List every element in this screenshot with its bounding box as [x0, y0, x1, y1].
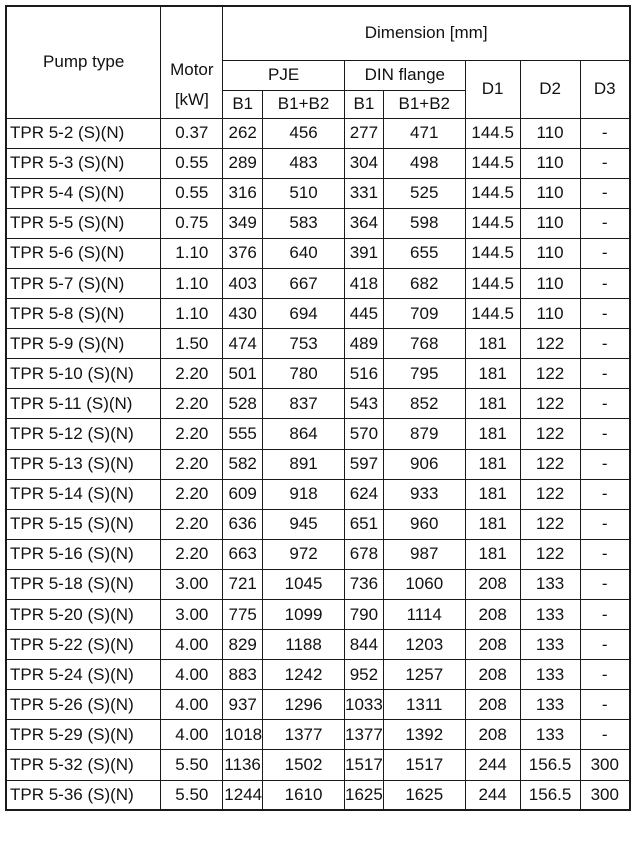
pje-b1b2-cell: 694: [263, 299, 345, 329]
din-b1b2-cell: 906: [383, 449, 465, 479]
table-row: [6, 600, 630, 630]
pump-dimension-table: [5, 5, 631, 811]
pje-b1-cell: 775: [223, 600, 263, 630]
pje-b1-cell: 555: [223, 419, 263, 449]
header-din-b1b2: B1+B2: [383, 90, 465, 118]
din-b1b2-cell: 1625: [383, 780, 465, 810]
table-row: [6, 750, 630, 780]
d2-cell: 133: [520, 569, 580, 599]
d2-cell: 122: [520, 419, 580, 449]
din-b1b2-cell: 1203: [383, 630, 465, 660]
d1-cell: 181: [465, 509, 520, 539]
pump-type-cell: TPR 5-2 (S)(N): [6, 118, 161, 148]
din-b1-cell: 543: [344, 389, 383, 419]
pje-b1-cell: 582: [223, 449, 263, 479]
motor-cell: 5.50: [161, 750, 223, 780]
pje-b1b2-cell: 583: [263, 208, 345, 238]
pje-b1-cell: 528: [223, 389, 263, 419]
motor-cell: 0.55: [161, 178, 223, 208]
pje-b1-cell: 937: [223, 690, 263, 720]
motor-cell: 5.50: [161, 780, 223, 810]
pump-type-cell: TPR 5-12 (S)(N): [6, 419, 161, 449]
din-b1-cell: 304: [344, 148, 383, 178]
table-row: [6, 208, 630, 238]
d3-cell: -: [580, 299, 630, 329]
header-pump-type: Pump type: [6, 6, 161, 118]
din-b1-cell: 418: [344, 268, 383, 298]
d1-cell: 244: [465, 780, 520, 810]
d3-cell: 300: [580, 750, 630, 780]
motor-cell: 1.10: [161, 238, 223, 268]
din-b1b2-cell: 1060: [383, 569, 465, 599]
motor-cell: 2.20: [161, 389, 223, 419]
table-row: [6, 419, 630, 449]
d1-cell: 181: [465, 389, 520, 419]
table-body: [6, 118, 630, 810]
pump-type-cell: TPR 5-24 (S)(N): [6, 660, 161, 690]
din-b1-cell: 736: [344, 569, 383, 599]
header-pje-b1b2: B1+B2: [263, 90, 345, 118]
d1-cell: 208: [465, 600, 520, 630]
pje-b1b2-cell: 483: [263, 148, 345, 178]
d3-cell: -: [580, 449, 630, 479]
din-b1-cell: 952: [344, 660, 383, 690]
din-b1-cell: 489: [344, 329, 383, 359]
d2-cell: 122: [520, 359, 580, 389]
d3-cell: -: [580, 118, 630, 148]
d1-cell: 181: [465, 539, 520, 569]
d3-cell: -: [580, 359, 630, 389]
pje-b1-cell: 289: [223, 148, 263, 178]
pump-type-cell: TPR 5-22 (S)(N): [6, 630, 161, 660]
table-row: [6, 569, 630, 599]
table-row: [6, 630, 630, 660]
pje-b1b2-cell: 918: [263, 479, 345, 509]
header-d2: D2: [520, 60, 580, 118]
table-row: [6, 268, 630, 298]
pje-b1b2-cell: 891: [263, 449, 345, 479]
pje-b1-cell: 316: [223, 178, 263, 208]
d1-cell: 208: [465, 690, 520, 720]
din-b1-cell: 277: [344, 118, 383, 148]
motor-cell: 0.55: [161, 148, 223, 178]
d1-cell: 144.5: [465, 268, 520, 298]
d1-cell: 144.5: [465, 178, 520, 208]
pump-type-cell: TPR 5-18 (S)(N): [6, 569, 161, 599]
d3-cell: -: [580, 720, 630, 750]
d1-cell: 181: [465, 449, 520, 479]
pje-b1b2-cell: 510: [263, 178, 345, 208]
table-row: [6, 509, 630, 539]
d3-cell: 300: [580, 780, 630, 810]
header-motor: Motor: [161, 6, 223, 90]
din-b1-cell: 844: [344, 630, 383, 660]
din-b1b2-cell: 879: [383, 419, 465, 449]
motor-cell: 2.20: [161, 359, 223, 389]
motor-cell: 4.00: [161, 630, 223, 660]
din-b1b2-cell: 1392: [383, 720, 465, 750]
motor-cell: 2.20: [161, 479, 223, 509]
pje-b1-cell: 501: [223, 359, 263, 389]
table-row: [6, 720, 630, 750]
motor-cell: 2.20: [161, 509, 223, 539]
pje-b1b2-cell: 1502: [263, 750, 345, 780]
pump-type-cell: TPR 5-32 (S)(N): [6, 750, 161, 780]
motor-cell: 0.37: [161, 118, 223, 148]
pump-type-cell: TPR 5-16 (S)(N): [6, 539, 161, 569]
din-b1-cell: 516: [344, 359, 383, 389]
motor-cell: 2.20: [161, 539, 223, 569]
d2-cell: 110: [520, 208, 580, 238]
d1-cell: 208: [465, 630, 520, 660]
din-b1b2-cell: 1517: [383, 750, 465, 780]
pje-b1-cell: 262: [223, 118, 263, 148]
d3-cell: -: [580, 479, 630, 509]
d3-cell: -: [580, 660, 630, 690]
motor-cell: 2.20: [161, 449, 223, 479]
din-b1b2-cell: 1311: [383, 690, 465, 720]
table-row: [6, 780, 630, 810]
table-row: [6, 660, 630, 690]
pump-type-cell: TPR 5-14 (S)(N): [6, 479, 161, 509]
din-b1b2-cell: 852: [383, 389, 465, 419]
d3-cell: -: [580, 178, 630, 208]
pje-b1-cell: 1244: [223, 780, 263, 810]
d3-cell: -: [580, 509, 630, 539]
pje-b1b2-cell: 1377: [263, 720, 345, 750]
motor-cell: 4.00: [161, 690, 223, 720]
motor-cell: 0.75: [161, 208, 223, 238]
pje-b1b2-cell: 1099: [263, 600, 345, 630]
d3-cell: -: [580, 630, 630, 660]
pje-b1b2-cell: 1242: [263, 660, 345, 690]
d2-cell: 133: [520, 720, 580, 750]
pje-b1b2-cell: 640: [263, 238, 345, 268]
d2-cell: 133: [520, 660, 580, 690]
table-row: [6, 690, 630, 720]
pje-b1b2-cell: 945: [263, 509, 345, 539]
din-b1b2-cell: 960: [383, 509, 465, 539]
din-b1b2-cell: 768: [383, 329, 465, 359]
din-b1b2-cell: 598: [383, 208, 465, 238]
d2-cell: 156.5: [520, 750, 580, 780]
d2-cell: 133: [520, 630, 580, 660]
d3-cell: -: [580, 419, 630, 449]
d3-cell: -: [580, 329, 630, 359]
d3-cell: -: [580, 539, 630, 569]
header-d3: D3: [580, 60, 630, 118]
din-b1b2-cell: 1114: [383, 600, 465, 630]
header-d1: D1: [465, 60, 520, 118]
d1-cell: 144.5: [465, 118, 520, 148]
d2-cell: 156.5: [520, 780, 580, 810]
d1-cell: 181: [465, 479, 520, 509]
pump-type-cell: TPR 5-36 (S)(N): [6, 780, 161, 810]
d1-cell: 208: [465, 569, 520, 599]
din-b1-cell: 445: [344, 299, 383, 329]
din-b1-cell: 651: [344, 509, 383, 539]
d1-cell: 144.5: [465, 208, 520, 238]
pump-type-cell: TPR 5-15 (S)(N): [6, 509, 161, 539]
d2-cell: 133: [520, 690, 580, 720]
table-row: [6, 148, 630, 178]
table-row: [6, 299, 630, 329]
d3-cell: -: [580, 690, 630, 720]
d3-cell: -: [580, 148, 630, 178]
pump-type-cell: TPR 5-6 (S)(N): [6, 238, 161, 268]
din-b1b2-cell: 498: [383, 148, 465, 178]
din-b1-cell: 1517: [344, 750, 383, 780]
d2-cell: 122: [520, 389, 580, 419]
d3-cell: -: [580, 600, 630, 630]
pje-b1-cell: 376: [223, 238, 263, 268]
d1-cell: 208: [465, 660, 520, 690]
table-row: [6, 539, 630, 569]
pje-b1-cell: 349: [223, 208, 263, 238]
pump-type-cell: TPR 5-20 (S)(N): [6, 600, 161, 630]
din-b1b2-cell: 709: [383, 299, 465, 329]
table-row: [6, 359, 630, 389]
pje-b1-cell: 829: [223, 630, 263, 660]
din-b1b2-cell: 655: [383, 238, 465, 268]
pump-type-cell: TPR 5-3 (S)(N): [6, 148, 161, 178]
pje-b1-cell: 663: [223, 539, 263, 569]
din-b1b2-cell: 795: [383, 359, 465, 389]
pump-type-cell: TPR 5-26 (S)(N): [6, 690, 161, 720]
pje-b1-cell: 1136: [223, 750, 263, 780]
motor-cell: 2.20: [161, 419, 223, 449]
d1-cell: 144.5: [465, 299, 520, 329]
din-b1-cell: 678: [344, 539, 383, 569]
table-row: [6, 178, 630, 208]
table-row: [6, 329, 630, 359]
d2-cell: 110: [520, 238, 580, 268]
d3-cell: -: [580, 238, 630, 268]
d2-cell: 110: [520, 178, 580, 208]
d1-cell: 144.5: [465, 238, 520, 268]
d1-cell: 181: [465, 359, 520, 389]
motor-cell: 4.00: [161, 660, 223, 690]
pump-type-cell: TPR 5-8 (S)(N): [6, 299, 161, 329]
pje-b1b2-cell: 1188: [263, 630, 345, 660]
din-b1-cell: 597: [344, 449, 383, 479]
motor-cell: 4.00: [161, 720, 223, 750]
pump-type-cell: TPR 5-13 (S)(N): [6, 449, 161, 479]
motor-cell: 1.10: [161, 299, 223, 329]
pump-type-cell: TPR 5-4 (S)(N): [6, 178, 161, 208]
pje-b1b2-cell: 972: [263, 539, 345, 569]
d2-cell: 122: [520, 479, 580, 509]
d2-cell: 122: [520, 329, 580, 359]
din-b1b2-cell: 1257: [383, 660, 465, 690]
d2-cell: 122: [520, 539, 580, 569]
table-row: [6, 389, 630, 419]
d1-cell: 144.5: [465, 148, 520, 178]
d1-cell: 208: [465, 720, 520, 750]
d2-cell: 110: [520, 268, 580, 298]
pje-b1b2-cell: 456: [263, 118, 345, 148]
d3-cell: -: [580, 569, 630, 599]
pje-b1b2-cell: 1296: [263, 690, 345, 720]
d1-cell: 244: [465, 750, 520, 780]
d2-cell: 122: [520, 509, 580, 539]
header-motor-unit: [kW]: [161, 90, 223, 118]
pje-b1b2-cell: 837: [263, 389, 345, 419]
table-row: [6, 449, 630, 479]
pump-type-cell: TPR 5-10 (S)(N): [6, 359, 161, 389]
header-din-flange: DIN flange: [344, 60, 465, 90]
pje-b1b2-cell: 780: [263, 359, 345, 389]
d2-cell: 110: [520, 118, 580, 148]
pump-type-cell: TPR 5-5 (S)(N): [6, 208, 161, 238]
d2-cell: 110: [520, 148, 580, 178]
pump-type-cell: TPR 5-9 (S)(N): [6, 329, 161, 359]
pje-b1b2-cell: 1045: [263, 569, 345, 599]
d2-cell: 122: [520, 449, 580, 479]
d1-cell: 181: [465, 329, 520, 359]
header-dimension: Dimension [mm]: [223, 6, 630, 60]
d3-cell: -: [580, 389, 630, 419]
table-header: [6, 6, 630, 118]
pump-type-cell: TPR 5-11 (S)(N): [6, 389, 161, 419]
table-row: [6, 479, 630, 509]
pje-b1-cell: 721: [223, 569, 263, 599]
din-b1-cell: 790: [344, 600, 383, 630]
header-pje-b1: B1: [223, 90, 263, 118]
header-din-b1: B1: [344, 90, 383, 118]
motor-cell: 1.10: [161, 268, 223, 298]
pje-b1b2-cell: 667: [263, 268, 345, 298]
motor-cell: 1.50: [161, 329, 223, 359]
d2-cell: 133: [520, 600, 580, 630]
din-b1b2-cell: 933: [383, 479, 465, 509]
motor-cell: 3.00: [161, 569, 223, 599]
d3-cell: -: [580, 268, 630, 298]
pje-b1-cell: 430: [223, 299, 263, 329]
pje-b1b2-cell: 1610: [263, 780, 345, 810]
d3-cell: -: [580, 208, 630, 238]
din-b1-cell: 624: [344, 479, 383, 509]
din-b1b2-cell: 987: [383, 539, 465, 569]
pump-type-cell: TPR 5-29 (S)(N): [6, 720, 161, 750]
motor-cell: 3.00: [161, 600, 223, 630]
din-b1-cell: 364: [344, 208, 383, 238]
din-b1-cell: 331: [344, 178, 383, 208]
pje-b1-cell: 883: [223, 660, 263, 690]
table-row: [6, 238, 630, 268]
d1-cell: 181: [465, 419, 520, 449]
pje-b1-cell: 636: [223, 509, 263, 539]
din-b1-cell: 1377: [344, 720, 383, 750]
din-b1-cell: 1033: [344, 690, 383, 720]
pje-b1-cell: 1018: [223, 720, 263, 750]
din-b1-cell: 570: [344, 419, 383, 449]
pump-dimension-table-container: [5, 5, 631, 811]
din-b1b2-cell: 682: [383, 268, 465, 298]
din-b1b2-cell: 471: [383, 118, 465, 148]
pje-b1-cell: 403: [223, 268, 263, 298]
pje-b1-cell: 609: [223, 479, 263, 509]
pje-b1-cell: 474: [223, 329, 263, 359]
pje-b1b2-cell: 753: [263, 329, 345, 359]
din-b1b2-cell: 525: [383, 178, 465, 208]
table-row: [6, 118, 630, 148]
pump-type-cell: TPR 5-7 (S)(N): [6, 268, 161, 298]
header-pje: PJE: [223, 60, 345, 90]
d2-cell: 110: [520, 299, 580, 329]
din-b1-cell: 391: [344, 238, 383, 268]
din-b1-cell: 1625: [344, 780, 383, 810]
pje-b1b2-cell: 864: [263, 419, 345, 449]
